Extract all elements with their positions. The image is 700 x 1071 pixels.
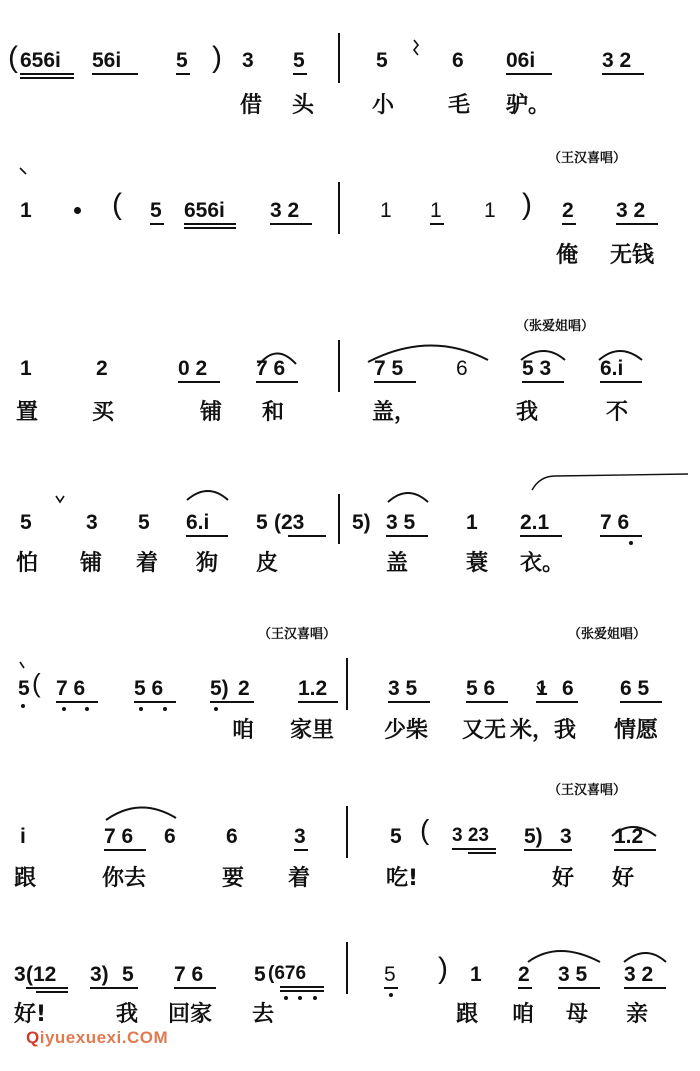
note-group: 3 2 [616,199,646,222]
note: 1 [20,357,32,380]
barline [338,340,340,392]
note-group: 06i [506,49,536,72]
note: 6 [164,825,176,848]
lyric: 狗 [196,551,219,576]
low-octave-dot [214,707,218,711]
singer-label: （王汉喜唱） [548,151,627,166]
underline [518,987,532,989]
note-group: (23 [274,511,305,534]
lyric: 驴。 [506,93,551,118]
note-group: 7 5 [374,357,404,380]
lyric: 着 [288,866,311,891]
low-octave-dot [389,993,393,997]
note: 3 [294,825,306,848]
underline [468,852,496,854]
lyric: 俺 [556,243,579,268]
underline [558,987,600,989]
barline [338,494,340,544]
underline [184,227,236,229]
underline [26,987,68,989]
underline [298,701,338,703]
lyric: 借 [240,93,263,118]
underline [520,535,562,537]
note-group: 5 6 [466,677,496,700]
note-group: (12 [26,963,57,986]
underline [174,987,216,989]
underline [386,535,428,537]
underline [600,535,642,537]
note-group: 3 23 [452,825,489,846]
note-group: 3 2 [624,963,654,986]
underline [256,381,298,383]
note-group: 5 3 [522,357,552,380]
note: 6 [562,677,574,700]
note-group: 7 6 [104,825,134,848]
underline [600,381,642,383]
paren-open: ( [8,41,18,74]
underline [374,381,416,383]
low-octave-dot [163,707,167,711]
underline [90,987,138,989]
underline [56,701,98,703]
note: 1 [536,677,548,700]
underline [186,535,228,537]
underline [294,849,308,851]
lyric: 铺 [80,551,103,576]
underline [616,223,658,225]
underline [92,73,138,75]
underline [280,986,324,988]
lyric: 盖， [372,400,417,425]
note: 2 [96,357,108,380]
underline [602,73,644,75]
paren-close: ) [438,952,448,985]
note-group: 7 6 [600,511,630,534]
lyric: 好! [14,1002,47,1027]
note: 5 [122,963,134,986]
note: 2 [238,677,250,700]
paren-open: ( [32,668,41,698]
lyric: 回家 [168,1002,213,1027]
note-group: 1.2 [614,825,644,848]
lyric: 头 [292,93,315,118]
note: 6 [226,825,238,848]
lyric: 母 [566,1002,589,1027]
note: 5 [150,199,162,222]
underline [452,848,496,850]
underline [184,223,236,225]
lyric: 好 [612,866,635,891]
note-group: 5) [210,677,229,700]
lyric: 我 [516,400,539,425]
note: 5 [20,511,32,534]
note: 5 [376,49,388,72]
underline [20,73,74,75]
lyric: 亲 [626,1002,649,1027]
note-group: 656i [184,199,225,222]
underline [466,701,508,703]
note: 5 [293,49,305,72]
lyric: 跟 [14,866,37,891]
note-group: 3 5 [386,511,416,534]
note-group: 5 6 [134,677,164,700]
note: i [20,825,26,848]
low-octave-dot [298,996,302,1000]
note: 5 [138,511,150,534]
lyric: 置 [16,400,39,425]
underline [620,701,662,703]
underline [524,849,572,851]
underline [293,73,307,75]
watermark [26,1028,168,1048]
note-group: 3 2 [270,199,300,222]
note: 1 [380,199,392,222]
note-group: 6.i [600,357,624,380]
underline [150,223,164,225]
paren-open: ( [112,188,122,221]
lyric: 米，我 [510,718,577,743]
note-group: 3 2 [602,49,632,72]
lyric: 情愿 [614,718,659,743]
underline [20,77,74,79]
paren-close: ) [522,188,532,221]
note: 3 [14,963,26,986]
note-group: 6 5 [620,677,650,700]
underline [384,987,398,989]
underline [280,990,324,992]
lyric: 咱 [512,1002,535,1027]
lyric: 盖 [386,551,409,576]
note: 1 [20,199,32,222]
underline [624,987,666,989]
note-group: (676 [268,963,307,984]
barline [346,658,348,710]
note-group: 7 6 [256,357,286,380]
note-group: 3 5 [388,677,418,700]
lyric: 家里 [290,718,335,743]
underline [178,381,220,383]
low-octave-dot [85,707,89,711]
lyric: 好 [552,866,575,891]
low-octave-dot [313,996,317,1000]
lyric: 怕 [16,551,39,576]
singer-label: （张爱姐唱） [568,627,647,642]
note: 1 [484,199,496,222]
note: 5 [176,49,188,72]
note-group: 3) [90,963,109,986]
underline [134,701,176,703]
lyric: 吃! [386,866,419,891]
lyric: 皮 [256,551,279,576]
underline [210,701,254,703]
note-group: 656i [20,49,61,72]
low-octave-dot [284,996,288,1000]
note-group: 6.i [186,511,210,534]
barline [346,942,348,994]
low-octave-dot [629,541,633,545]
underline [562,223,576,225]
lyric: 铺 [200,400,223,425]
note: 3 [560,825,572,848]
barline [346,806,348,858]
lyric: 要 [222,866,245,891]
watermark-logo-letter: Q [26,1028,40,1047]
note-group: 7 6 [174,963,204,986]
lyric: 买 [92,400,115,425]
note: 5 [384,963,396,986]
note: 1 [470,963,482,986]
note-group: 5) [524,825,543,848]
low-octave-dot [21,704,25,708]
singer-label: （张爱姐唱） [516,319,595,334]
lyric: 你去 [102,866,147,891]
note: 1 [466,511,478,534]
singer-label: （王汉喜唱） [548,783,627,798]
note: 3 [86,511,98,534]
underline [104,849,146,851]
note-group: 5) [352,511,371,534]
underline [506,73,552,75]
barline [338,182,340,234]
lyric: 无钱 [610,243,655,268]
low-octave-dot [139,707,143,711]
lyric: 和 [262,400,285,425]
lyric: 衣。 [520,551,565,576]
note: 5 [256,511,268,534]
note-group: 3 5 [558,963,588,986]
note-group: 2.1 [520,511,550,534]
lyric: 少柴 [384,718,429,743]
singer-label: （王汉喜唱） [258,627,337,642]
lyric: 我 [116,1002,139,1027]
paren-close: ) [212,41,222,74]
watermark-domain: iyuexuexi.COM [39,1028,169,1047]
note: 6 [456,357,468,380]
note-group: 1.2 [298,677,328,700]
lyric: 着 [136,551,159,576]
lyric: 跟 [456,1002,479,1027]
underline [270,223,312,225]
underline [176,73,190,75]
note: 1 [430,199,442,222]
note: 5 [390,825,402,848]
note: 5 [18,677,30,700]
underline [388,701,430,703]
note-group: 7 6 [56,677,86,700]
low-octave-dot [62,707,66,711]
underline [614,849,656,851]
lyric: 咱 [232,718,255,743]
note: 6 [452,49,464,72]
lyric: 不 [606,400,629,425]
lyric: 又无 [462,718,507,743]
underline [288,535,326,537]
note: 2 [518,963,530,986]
note: 5 [254,963,266,986]
lyric: 去 [252,1002,275,1027]
lyric: 毛 [448,93,471,118]
lyric: 蓑 [466,551,489,576]
paren-open: ( [420,814,430,845]
note-group: 56i [92,49,122,72]
underline [36,991,68,993]
prolong-dot [74,207,81,214]
note-group: 0 2 [178,357,208,380]
underline [536,701,578,703]
underline [430,223,444,225]
note: 2 [562,199,574,222]
barline [338,33,340,83]
underline [522,381,564,383]
lyric: 小 [372,93,395,118]
note: 3 [242,49,254,72]
